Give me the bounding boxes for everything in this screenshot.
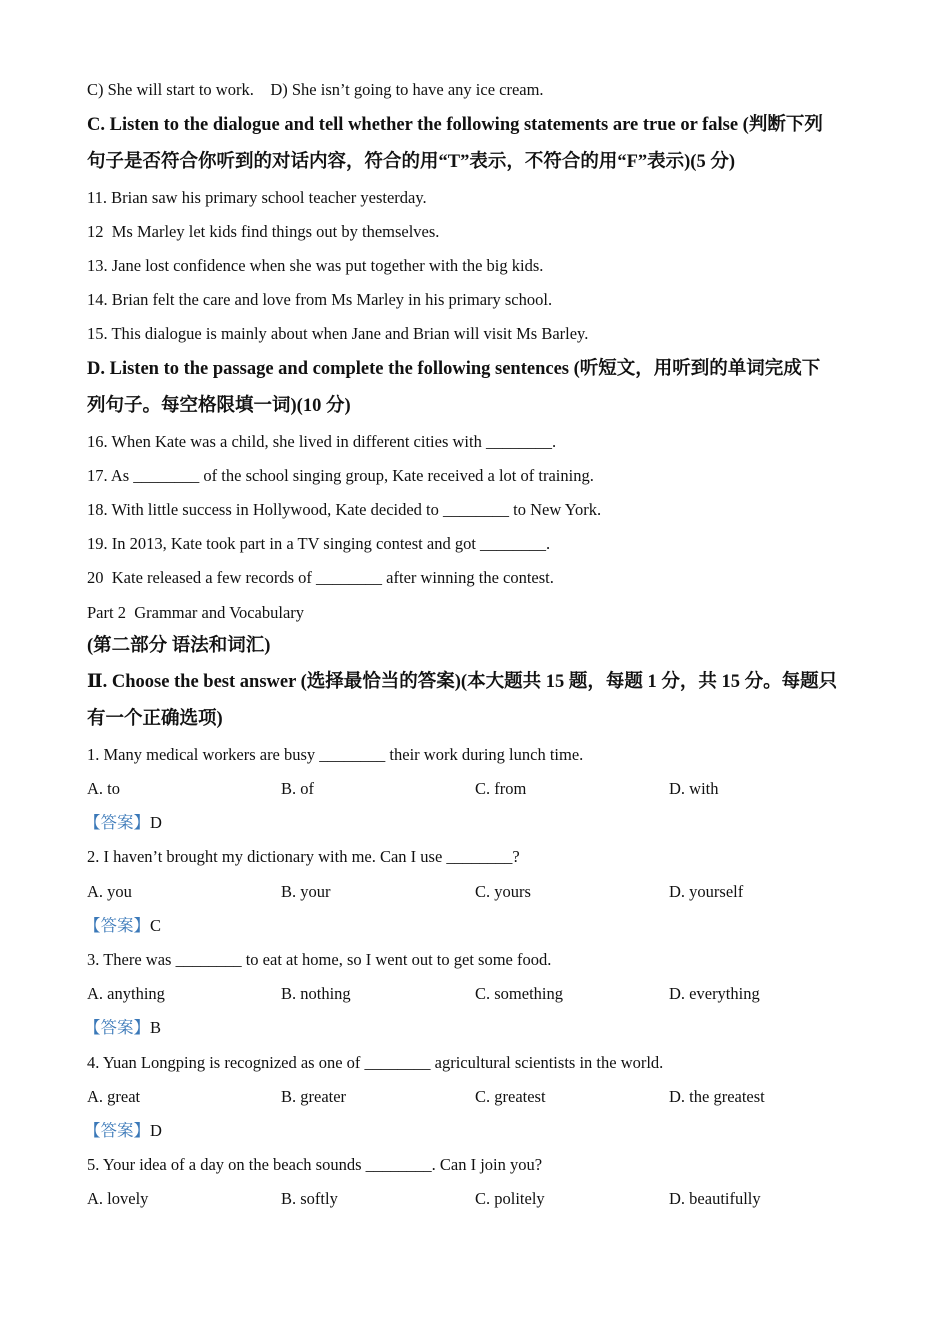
statement-13: 13. Jane lost confidence when she was put together with the big kids. [87,256,544,275]
question-1-stem: 1. Many medical workers are busy ________ their work during lunch time. [87,745,584,764]
statement-15: 15. This dialogue is mainly about when Jane and Brian will visit Ms Barley. [87,324,589,343]
q5-option-b: B. softly [281,1189,338,1208]
q3-option-c: C. something [475,984,564,1003]
part2-title: Part 2 Grammar and Vocabulary [87,603,305,622]
q4-option-a: A. great [87,1087,141,1106]
q1-option-d: D. with [669,779,719,798]
statement-11: 11. Brian saw his primary school teacher yesterday. [87,188,427,207]
answer-value: C [150,916,162,935]
section-d-heading-line2: 列句子。每空格限填一词)(10 分) [87,396,351,416]
answer-tag: 【答案】 [84,813,150,832]
q3-option-d: D. everything [669,984,760,1003]
sentence-18: 18. With little success in Hollywood, Kate decided to ________ to New York. [87,500,602,519]
answer-tag: 【答案】 [84,1018,150,1037]
question-5-stem: 5. Your idea of a day on the beach sounds ________. Can I join you? [87,1155,543,1174]
answer-tag: 【答案】 [84,1121,150,1140]
q4-option-c: C. greatest [475,1087,546,1106]
q3-answer [84,1018,161,1038]
q2-option-b: B. your [281,882,331,901]
q1-option-b: B. of [281,779,314,798]
q1-option-a: A. to [87,779,120,798]
question-4-stem: 4. Yuan Longping is recognized as one of ________ agricultural scientists in the world. [87,1053,664,1072]
answer-value: B [150,1018,162,1037]
q2-answer [84,916,161,936]
section-c-heading-line1: C. Listen to the dialogue and tell whether the following statements are true or false (判断下列 [87,115,823,135]
answer-tag: 【答案】 [84,916,150,935]
q5-option-a: A. lovely [87,1189,149,1208]
sentence-16: 16. When Kate was a child, she lived in different cities with ________. [87,432,557,451]
previous-question-options: C) She will start to work. D) She isn’t going to have any ice cream. [87,80,544,99]
question-2-stem: 2. I haven’t brought my dictionary with me. Can I use ________? [87,847,520,866]
sentence-19: 19. In 2013, Kate took part in a TV singing contest and got ________. [87,534,551,553]
q1-option-c: C. from [475,779,527,798]
q3-option-b: B. nothing [281,984,351,1003]
q1-answer [84,813,162,833]
question-3-stem: 3. There was ________ to eat at home, so I went out to get some food. [87,950,552,969]
q3-option-a: A. anything [87,984,165,1003]
q2-option-d: D. yourself [669,882,744,901]
q2-option-a: A. you [87,882,132,901]
sentence-20: 20 Kate released a few records of ________ after winning the contest. [87,568,554,587]
statement-12: 12 Ms Marley let kids find things out by themselves. [87,222,440,241]
answer-value: D [150,1121,162,1140]
sentence-17: 17. As ________ of the school singing group, Kate received a lot of training. [87,466,594,485]
part2-subtitle: (第二部分 语法和词汇) [87,636,271,656]
answer-value: D [150,813,162,832]
statement-14: 14. Brian felt the care and love from Ms Marley in his primary school. [87,290,553,309]
q4-answer [84,1121,162,1141]
q4-option-b: B. greater [281,1087,347,1106]
section-ii-heading-line2: 有一个正确选项) [87,709,223,729]
section-d-heading-line1: D. Listen to the passage and complete the following sentences (听短文，用听到的单词完成下 [87,359,821,379]
q2-option-c: C. yours [475,882,531,901]
section-ii-heading-line1: Ⅱ. Choose the best answer (选择最恰当的答案)(本大题共 15 题，每题 1 分，共 15 分。每题只 [87,672,838,692]
q5-option-d: D. beautifully [669,1189,761,1208]
q5-option-c: C. politely [475,1189,545,1208]
q4-option-d: D. the greatest [669,1087,765,1106]
section-c-heading-line2: 句子是否符合你听到的对话内容，符合的用“T”表示，不符合的用“F”表示)(5 分) [87,152,735,172]
